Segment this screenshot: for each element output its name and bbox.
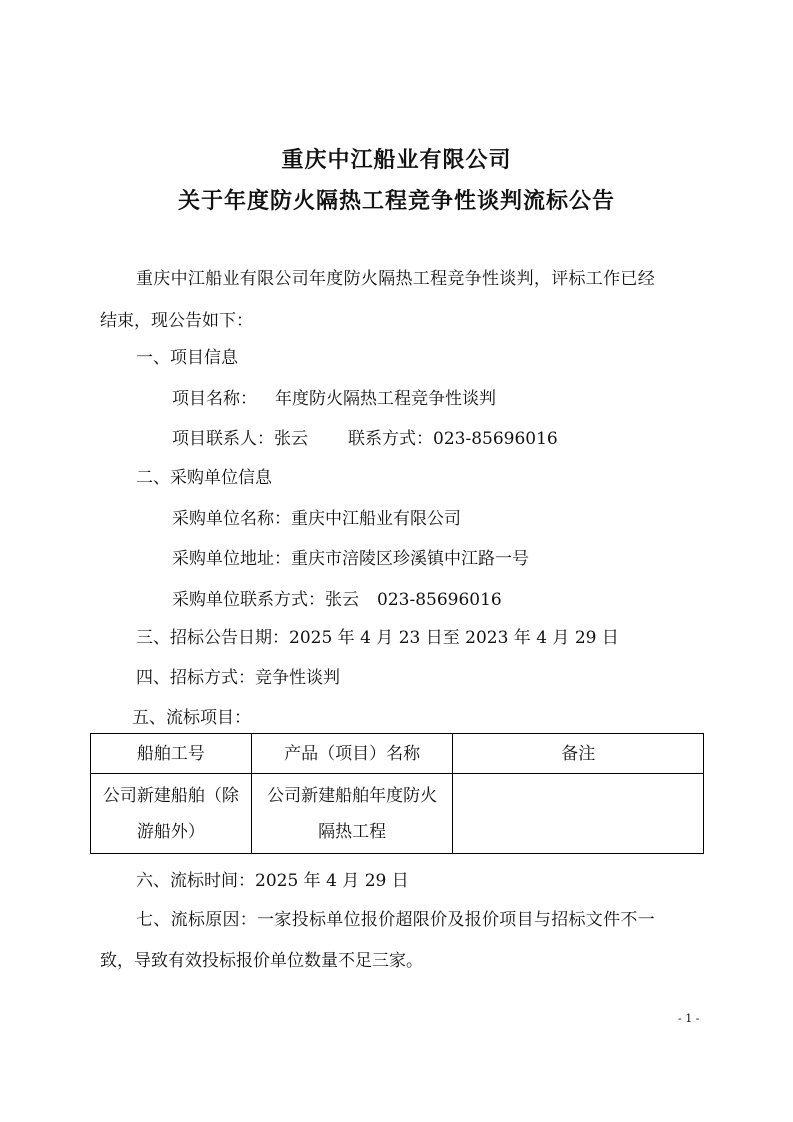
section3-announcement-date: 三、招标公告日期：2025 年 4 月 23 日至 2023 年 4 月 29 日 [136,628,619,648]
table-header-cell: 备注 [453,734,704,774]
document-title-line2: 关于年度防火隔热工程竞争性谈判流标公告 [177,189,615,214]
intro-paragraph-line2: 结束，现公告如下： [100,311,253,331]
project-name-value: 年度防火隔热工程竞争性谈判 [275,389,496,409]
project-contact: 项目联系人：张云 [172,429,308,449]
section7-reason-line1: 七、流标原因：一家投标单位报价超限价及报价项目与招标文件不一 [136,910,655,930]
document-title-line1: 重庆中江船业有限公司 [281,148,512,173]
section2-heading: 二、采购单位信息 [136,468,272,488]
section6-failed-bid-time: 六、流标时间：2025 年 4 月 29 日 [136,871,409,891]
table-row [91,774,704,854]
purchaser-address: 采购单位地址：重庆市涪陵区珍溪镇中江路一号 [172,549,529,569]
table-cell-remarks [453,774,704,854]
product-name-line2: 隔热工程 [318,821,387,842]
purchaser-name: 采购单位名称：重庆中江船业有限公司 [172,509,461,529]
page-number: - 1 - [678,1012,700,1025]
section5-heading: 五、流标项目： [132,708,251,728]
ship-number-line2: 游船外） [136,821,205,842]
section4-bidding-method: 四、招标方式：竞争性谈判 [136,668,340,688]
table-header-row [91,734,704,774]
failed-bid-table [90,733,704,854]
table-header-cell: 产品（项目）名称 [251,734,453,774]
section7-reason-line2: 致，导致有效投标报价单位数量不足三家。 [100,951,423,971]
table-cell-ship-number [91,774,252,854]
project-name-label: 项目名称： [172,389,257,409]
project-contact-row [172,428,558,450]
project-name-row [172,388,496,410]
purchaser-contact-row [172,589,502,611]
intro-paragraph-line1: 重庆中江船业有限公司年度防火隔热工程竞争性谈判，评标工作已经 [136,269,655,289]
project-phone: 联系方式：023-85696016 [348,429,558,449]
ship-number-line1: 公司新建船舶（除 [102,785,239,806]
purchaser-phone: 023-85696016 [377,590,502,610]
product-name-line1: 公司新建船舶年度防火 [267,785,438,806]
table-cell-product-name [251,774,453,854]
purchaser-contact: 采购单位联系方式：张云 [172,590,359,610]
table-header-cell: 船舶工号 [91,734,252,774]
section1-heading: 一、项目信息 [136,348,238,368]
